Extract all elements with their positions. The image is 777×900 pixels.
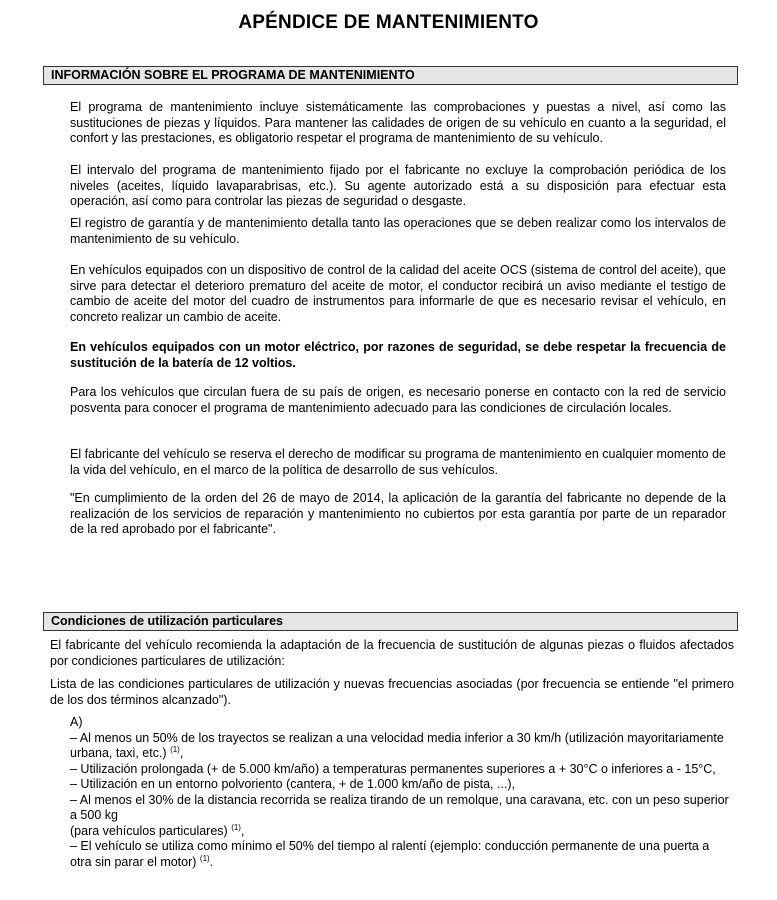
paragraph-7: El fabricante del vehículo se reserva el derecho de modificar su programa de mantenimiento en cualquier momento de la vida del vehículo, en el marco de la política de desarrollo de sus vehículos. [70,447,726,477]
section-heading-maintenance-program: INFORMACIÓN SOBRE EL PROGRAMA DE MANTENIMIENTO [43,66,738,85]
paragraph-usage-2: Lista de las condiciones particulares de utilización y nuevas frecuencias asociadas (por frecuencia se entiende "el primero de los dos términos alcanzado"). [50,677,734,707]
paragraph-2: El intervalo del programa de mantenimiento fijado por el fabricante no excluye la comprobación periódica de los niveles (aceites, líquido lavaparabrisas, etc.). Su agente autorizado está a su disposición para efectuar esta operación, así como para controlar las piezas de seguridad o desgaste. [70,163,726,208]
paragraph-5-bold: En vehículos equipados con un motor eléctrico, por razones de seguridad, se debe respetar la frecuencia de sustitución de la batería de 12 voltios. [70,340,726,370]
list-item: – Al menos el 30% de la distancia recorrida se realiza tirando de un remolque, una caravana, etc. con un peso superior a 500 kg [70,792,729,822]
list-item: (para vehículos particulares) $^{(1)}$, [70,822,245,838]
list-label: A) [70,715,83,729]
list-item: – Utilización en un entorno polvoriento (cantera, + de 1.000 km/año de pista, ...), [70,777,516,791]
paragraph-3: El registro de garantía y de mantenimiento detalla tanto las operaciones que se deben realizar como los intervalos de mantenimiento de su vehículo. [70,216,726,246]
list-item: – El vehículo se utiliza como mínimo el 50% del tiempo al ralentí (ejemplo: conducción permanente de una puerta a otra sin parar el motor) $^{(1)}$. [70,839,710,869]
section-heading-usage-conditions: Condiciones de utilización particulares [43,612,738,631]
list-item: – Al menos un 50% de los trayectos se realizan a una velocidad media inferior a 30 km/h (utilización mayoritariamente urbana, taxi, etc.) $^{(1)}$, [70,730,724,760]
paragraph-1: El programa de mantenimiento incluye sistemáticamente las comprobaciones y puestas a nivel, así como las sustituciones de piezas y líquidos. Para mantener las calidades de origen de su vehículo en cuanto a la seguridad, el confort y las prestaciones, es obligatorio respetar el programa de mantenimiento de su vehículo. [70,100,726,145]
paragraph-8: "En cumplimiento de la orden del 26 de mayo de 2014, la aplicación de la garantía del fabricante no depende de la realización de los servicios de reparación y mantenimiento no cubiertos por esta garantía por parte de un reparador de la red aprobado por el fabricante". [70,491,726,536]
paragraph-6: Para los vehículos que circulan fuera de su país de origen, es necesario ponerse en contacto con la red de servicio posventa para conocer el programa de mantenimiento adecuado para las condiciones de circulación locales. [70,385,726,415]
paragraph-4: En vehículos equipados con un dispositivo de control de la calidad del aceite OCS (sistema de control del aceite), que sirve para detectar el deterioro prematuro del aceite de motor, el conductor recibirá un aviso mediante el testigo de cambio de aceite del motor del cuadro de instrumentos para informarle de que es necesario revisar el vehículo, en concreto realizar un cambio de aceite. [70,263,726,324]
paragraph-usage-1: El fabricante del vehículo recomienda la adaptación de la frecuencia de sustitución de algunas piezas o fluidos afectados por condiciones particulares de utilización: [50,638,734,668]
conditions-list [70,715,730,870]
page-title: APÉNDICE DE MANTENIMIENTO [238,12,539,33]
list-item: – Utilización prolongada (+ de 5.000 km/año) a temperaturas permanentes superiores a + 30°C o inferiores a - 15°C, [70,761,716,776]
